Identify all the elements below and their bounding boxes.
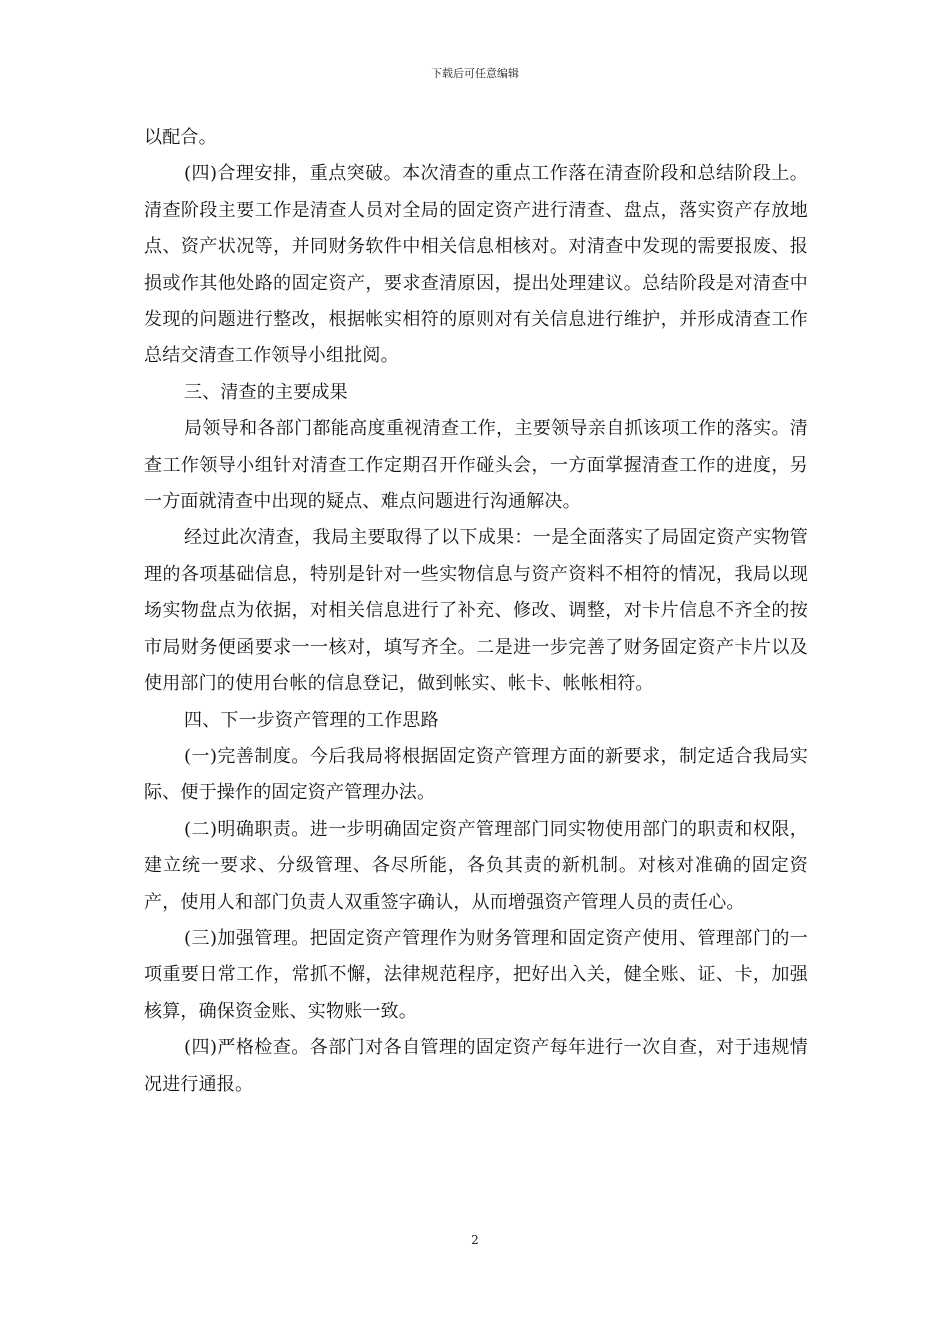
page-header-note: 下载后可任意编辑 [431, 67, 519, 80]
paragraph-clarify-duties: (二)明确职责。进一步明确固定资产管理部门同实物使用部门的职责和权限，建立统一要求、分级管理、各尽所能，各负其责的新机制。对核对准确的固定资产，使用人和部门负责人双重签字确认，从而增强资产管理人员的责任心。 [144, 818, 808, 913]
section-heading-results: 三、清查的主要成果 [184, 381, 348, 403]
paragraph-strengthen-management: (三)加强管理。把固定资产管理作为财务管理和固定资产使用、管理部门的一项重要日常工作，常抓不懈，法律规范程序，把好出入关，健全账、证、卡，加强核算，确保资金账、实物账一致。 [144, 927, 808, 1022]
paragraph-arrange-focus: (四)合理安排，重点突破。本次清查的重点工作落在清查阶段和总结阶段上。清查阶段主要工作是清查人员对全局的固定资产进行清查、盘点，落实资产存放地点、资产状况等，并同财务软件中相关信息相核对。对清查中发现的需要报废、报损或作其他处路的固定资产，要求查清原因，提出处理建议。总结阶段是对清查中发现的问题进行整改，根据帐实相符的原则对有关信息进行维护，并形成清查工作总结交清查工作领导小组批阅。 [144, 163, 808, 367]
paragraph-continuation: 以配合。 [144, 127, 217, 148]
page-number: 2 [471, 1233, 479, 1247]
paragraph-achievements: 经过此次清查，我局主要取得了以下成果：一是全面落实了局固定资产实物管理的各项基础信息，特别是针对一些实物信息与资产资料不相符的情况，我局以现场实物盘点为依据，对相关信息进行了补充、修改、调整，对卡片信息不齐全的按市局财务便函要求一一核对，填写齐全。二是进一步完善了财务固定资产卡片以及使用部门的使用台帐的信息登记，做到帐实、帐卡、帐帐相符。 [144, 527, 808, 695]
paragraph-strict-inspection: (四)严格检查。各部门对各自管理的固定资产每年进行一次自查，对于违规情况进行通报。 [144, 1037, 808, 1095]
document-body [144, 120, 808, 1103]
paragraph-improve-system: (一)完善制度。今后我局将根据固定资产管理方面的新要求，制定适合我局实际、便于操作的固定资产管理办法。 [144, 745, 808, 804]
paragraph-leadership: 局领导和各部门都能高度重视清查工作，主要领导亲自抓该项工作的落实。清查工作领导小组针对清查工作定期召开作碰头会，一方面掌握清查工作的进度，另一方面就清查中出现的疑点、难点问题进行沟通解决。 [144, 418, 808, 513]
section-heading-next-steps: 四、下一步资产管理的工作思路 [184, 709, 439, 731]
